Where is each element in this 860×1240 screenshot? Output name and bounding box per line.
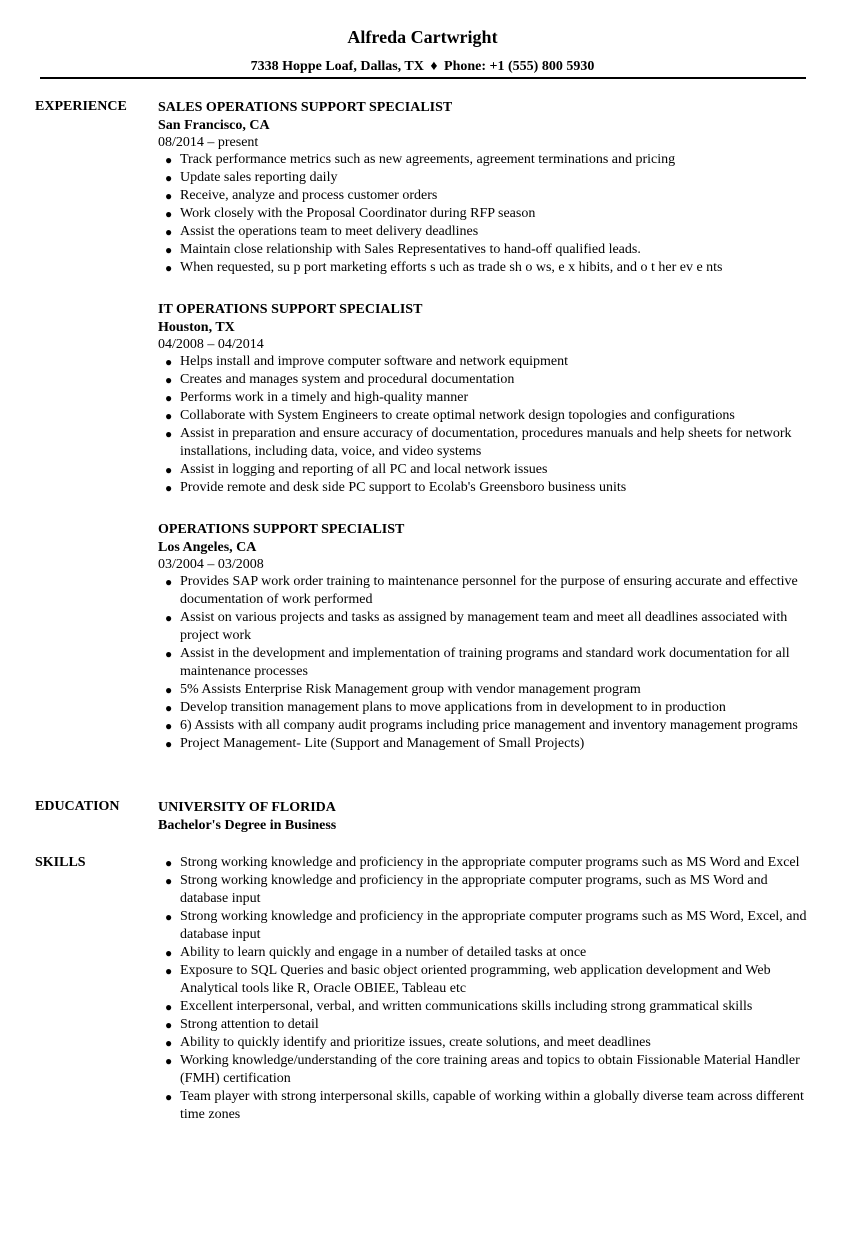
section-label-education: EDUCATION — [35, 799, 120, 814]
list-item: ● Assist the operations team to meet delivery deadlines — [165, 224, 479, 239]
bullet-icon: ● — [165, 1036, 173, 1050]
bullet-icon: ● — [165, 427, 173, 441]
bullet-icon: ● — [165, 481, 173, 495]
list-item: ● Strong working knowledge and proficiency in the appropriate computer programs such as MS Word and Excel — [165, 855, 800, 870]
job-entry — [158, 301, 818, 497]
list-item: ● Receive, analyze and process customer orders — [165, 188, 438, 203]
contact-line — [0, 58, 845, 76]
list-item: ● Project Management- Lite (Support and Management of Small Projects) — [165, 736, 585, 751]
bullet-icon: ● — [165, 701, 173, 715]
bullet-icon: ● — [165, 171, 173, 185]
school-name: UNIVERSITY OF FLORIDA — [158, 800, 336, 815]
list-item: ● Exposure to SQL Queries and basic object oriented programming, web application development and Web Analytical tools like R, Oracle OBIEE, Tableau etc — [165, 963, 771, 996]
bullet-icon: ● — [165, 683, 173, 697]
list-item: ● Assist in preparation and ensure accuracy of documentation, procedures manuals and help sheets for network installations, including data, voice, and video systems — [165, 426, 792, 459]
bullet-icon: ● — [165, 575, 173, 589]
bullet-icon: ● — [165, 243, 173, 257]
bullet-icon: ● — [165, 409, 173, 423]
bullet-icon: ● — [165, 373, 173, 387]
list-item: ● Performs work in a timely and high-quality manner — [165, 390, 469, 405]
list-item: ● Creates and manages system and procedural documentation — [165, 372, 515, 387]
job-duties — [158, 353, 818, 497]
bullet-icon: ● — [165, 355, 173, 369]
header-divider — [40, 77, 806, 79]
bullet-icon: ● — [165, 1090, 173, 1104]
bullet-icon: ● — [165, 946, 173, 960]
list-item: ● Maintain close relationship with Sales Representatives to hand-off qualified leads. — [165, 242, 641, 257]
contact-separator: ♦ — [430, 59, 438, 74]
list-item: ● Team player with strong interpersonal skills, capable of working within a globally diverse team across different time zones — [165, 1089, 804, 1122]
contact-phone: Phone: +1 (555) 800 5930 — [444, 59, 595, 74]
job-entry — [158, 521, 818, 753]
section-label-experience: EXPERIENCE — [35, 99, 127, 114]
list-item: ● Assist in the development and implementation of training programs and standard work documentation for all maintenance processes — [165, 646, 790, 679]
list-item: ● Assist in logging and reporting of all PC and local network issues — [165, 462, 548, 477]
bullet-icon: ● — [165, 719, 173, 733]
skills-entry — [158, 854, 818, 1124]
list-item: ● Strong working knowledge and proficiency in the appropriate computer programs such as MS Word, Excel, and database input — [165, 909, 807, 942]
section-label-skills: SKILLS — [35, 855, 86, 870]
bullet-icon: ● — [165, 874, 173, 888]
bullet-icon: ● — [165, 1054, 173, 1068]
list-item: ● Strong attention to detail — [165, 1017, 319, 1032]
job-title: OPERATIONS SUPPORT SPECIALIST — [158, 522, 405, 537]
degree-name: Bachelor's Degree in Business — [158, 818, 337, 833]
list-item: ● Work closely with the Proposal Coordinator during RFP season — [165, 206, 536, 221]
job-entry — [158, 99, 818, 277]
list-item: ● Collaborate with System Engineers to create optimal network design topologies and configurations — [165, 408, 735, 423]
contact-address: 7338 Hoppe Loaf, Dallas, TX — [250, 59, 424, 74]
list-item: ● Track performance metrics such as new agreements, agreement terminations and pricing — [165, 152, 676, 167]
bullet-icon: ● — [165, 737, 173, 751]
education-entry — [158, 799, 818, 835]
list-item: ● Ability to learn quickly and engage in a number of detailed tasks at once — [165, 945, 587, 960]
list-item: ● Update sales reporting daily — [165, 170, 338, 185]
list-item: ● 6) Assists with all company audit programs including price management and inventory management programs — [165, 718, 798, 733]
bullet-icon: ● — [165, 189, 173, 203]
bullet-icon: ● — [165, 647, 173, 661]
list-item: ● Ability to quickly identify and prioritize issues, create solutions, and meet deadlines — [165, 1035, 651, 1050]
bullet-icon: ● — [165, 261, 173, 275]
bullet-icon: ● — [165, 1000, 173, 1014]
bullet-icon: ● — [165, 153, 173, 167]
bullet-icon: ● — [165, 463, 173, 477]
job-location: San Francisco, CA — [158, 118, 270, 133]
job-location: Los Angeles, CA — [158, 540, 257, 555]
job-location: Houston, TX — [158, 320, 235, 335]
candidate-name: Alfreda Cartwright — [347, 27, 498, 47]
list-item: ● 5% Assists Enterprise Risk Management group with vendor management program — [165, 682, 641, 697]
bullet-icon: ● — [165, 391, 173, 405]
job-title: IT OPERATIONS SUPPORT SPECIALIST — [158, 302, 423, 317]
list-item: ● Develop transition management plans to move applications from in development to in production — [165, 700, 726, 715]
list-item: ● Provides SAP work order training to maintenance personnel for the purpose of ensuring accurate and effective documentation of work performed — [165, 574, 798, 607]
bullet-icon: ● — [165, 910, 173, 924]
list-item: ● Strong working knowledge and proficiency in the appropriate computer programs, such as MS Word and database input — [165, 873, 768, 906]
list-item: ● Assist on various projects and tasks as assigned by management team and meet all deadlines associated with project work — [165, 610, 788, 643]
job-duties — [158, 151, 818, 277]
job-title: SALES OPERATIONS SUPPORT SPECIALIST — [158, 100, 453, 115]
job-duties — [158, 573, 818, 753]
list-item: ● When requested, su p port marketing efforts s uch as trade sh o ws, e x hibits, and o t her ev e nts — [165, 260, 723, 275]
job-dates: 08/2014 – present — [158, 135, 259, 150]
skills-list — [158, 854, 818, 1124]
list-item: ● Provide remote and desk side PC support to Ecolab's Greensboro business units — [165, 480, 627, 495]
bullet-icon: ● — [165, 207, 173, 221]
list-item: ● Working knowledge/understanding of the core training areas and topics to obtain Fissionable Material Handler (FMH) certification — [165, 1053, 800, 1086]
bullet-icon: ● — [165, 225, 173, 239]
job-dates: 04/2008 – 04/2014 — [158, 337, 264, 352]
job-dates: 03/2004 – 03/2008 — [158, 557, 264, 572]
bullet-icon: ● — [165, 611, 173, 625]
bullet-icon: ● — [165, 856, 173, 870]
list-item: ● Helps install and improve computer software and network equipment — [165, 354, 569, 369]
list-item: ● Excellent interpersonal, verbal, and written communications skills including strong grammatical skills — [165, 999, 753, 1014]
bullet-icon: ● — [165, 964, 173, 978]
bullet-icon: ● — [165, 1018, 173, 1032]
